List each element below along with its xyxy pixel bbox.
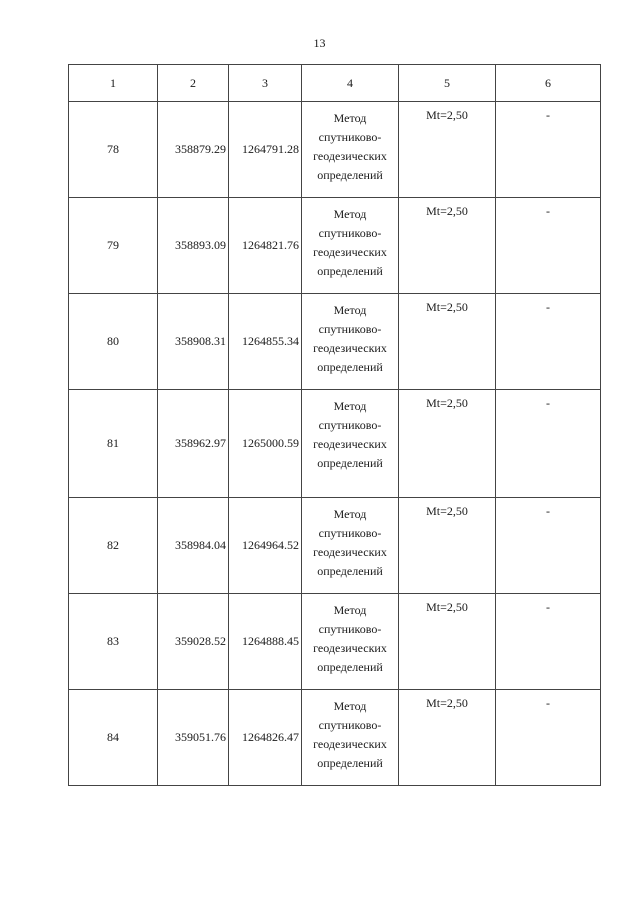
method-cell — [302, 498, 399, 594]
method-line: спутниково- — [318, 526, 382, 540]
method-line: спутниково- — [318, 130, 382, 144]
page-number: 13 — [313, 36, 326, 50]
method-line: Метод — [333, 699, 367, 713]
note-cell: - — [496, 594, 601, 690]
table-row — [69, 294, 601, 390]
x-coordinate-cell: 358908.31 — [158, 294, 229, 390]
method-line: определений — [317, 360, 383, 374]
table-row — [69, 390, 601, 498]
table-row — [69, 594, 601, 690]
point-number-cell: 82 — [69, 498, 158, 594]
accuracy-cell: Mt=2,50 — [399, 690, 496, 786]
method-line: спутниково- — [318, 226, 382, 240]
accuracy-cell: Mt=2,50 — [399, 294, 496, 390]
x-coordinate-cell: 358984.04 — [158, 498, 229, 594]
point-number-cell: 80 — [69, 294, 158, 390]
method-line: геодезических — [313, 245, 387, 259]
method-line: геодезических — [313, 149, 387, 163]
method-line: определений — [317, 168, 383, 182]
table-row — [69, 198, 601, 294]
method-cell — [302, 690, 399, 786]
accuracy-cell: Mt=2,50 — [399, 198, 496, 294]
method-line: Метод — [333, 111, 367, 125]
method-line: Метод — [333, 303, 367, 317]
y-coordinate-cell: 1264821.76 — [229, 198, 302, 294]
header-col-6: 6 — [496, 65, 601, 102]
table-row — [69, 102, 601, 198]
method-line: Метод — [333, 207, 367, 221]
accuracy-cell: Mt=2,50 — [399, 498, 496, 594]
note-cell: - — [496, 102, 601, 198]
x-coordinate-cell: 359051.76 — [158, 690, 229, 786]
table-body — [69, 102, 601, 786]
x-coordinate-cell: 359028.52 — [158, 594, 229, 690]
accuracy-cell: Mt=2,50 — [399, 594, 496, 690]
header-row — [69, 65, 601, 102]
y-coordinate-cell: 1264964.52 — [229, 498, 302, 594]
method-line: определений — [317, 564, 383, 578]
method-line: определений — [317, 756, 383, 770]
y-coordinate-cell: 1264791.28 — [229, 102, 302, 198]
method-line: определений — [317, 456, 383, 470]
note-cell: - — [496, 294, 601, 390]
method-line: геодезических — [313, 545, 387, 559]
method-line: геодезических — [313, 737, 387, 751]
accuracy-cell: Mt=2,50 — [399, 390, 496, 498]
header-col-5: 5 — [399, 65, 496, 102]
y-coordinate-cell: 1264826.47 — [229, 690, 302, 786]
note-cell: - — [496, 390, 601, 498]
method-line: геодезических — [313, 341, 387, 355]
note-cell: - — [496, 690, 601, 786]
header-col-1: 1 — [69, 65, 158, 102]
header-col-4: 4 — [302, 65, 399, 102]
method-line: Метод — [333, 603, 367, 617]
method-cell — [302, 390, 399, 498]
coordinates-table — [68, 64, 601, 786]
method-line: спутниково- — [318, 622, 382, 636]
method-cell — [302, 294, 399, 390]
table-row — [69, 498, 601, 594]
point-number-cell: 83 — [69, 594, 158, 690]
header-col-3: 3 — [229, 65, 302, 102]
point-number-cell: 81 — [69, 390, 158, 498]
method-cell — [302, 102, 399, 198]
point-number-cell: 79 — [69, 198, 158, 294]
point-number-cell: 84 — [69, 690, 158, 786]
method-line: спутниково- — [318, 418, 382, 432]
method-line: спутниково- — [318, 322, 382, 336]
y-coordinate-cell: 1265000.59 — [229, 390, 302, 498]
method-line: Метод — [333, 507, 367, 521]
x-coordinate-cell: 358893.09 — [158, 198, 229, 294]
note-cell: - — [496, 498, 601, 594]
method-line: определений — [317, 264, 383, 278]
method-line: определений — [317, 660, 383, 674]
method-line: спутниково- — [318, 718, 382, 732]
x-coordinate-cell: 358962.97 — [158, 390, 229, 498]
header-col-2: 2 — [158, 65, 229, 102]
table-row — [69, 690, 601, 786]
y-coordinate-cell: 1264888.45 — [229, 594, 302, 690]
method-line: геодезических — [313, 437, 387, 451]
method-cell — [302, 594, 399, 690]
method-line: Метод — [333, 399, 367, 413]
y-coordinate-cell: 1264855.34 — [229, 294, 302, 390]
method-cell — [302, 198, 399, 294]
method-line: геодезических — [313, 641, 387, 655]
accuracy-cell: Mt=2,50 — [399, 102, 496, 198]
note-cell: - — [496, 198, 601, 294]
point-number-cell: 78 — [69, 102, 158, 198]
x-coordinate-cell: 358879.29 — [158, 102, 229, 198]
